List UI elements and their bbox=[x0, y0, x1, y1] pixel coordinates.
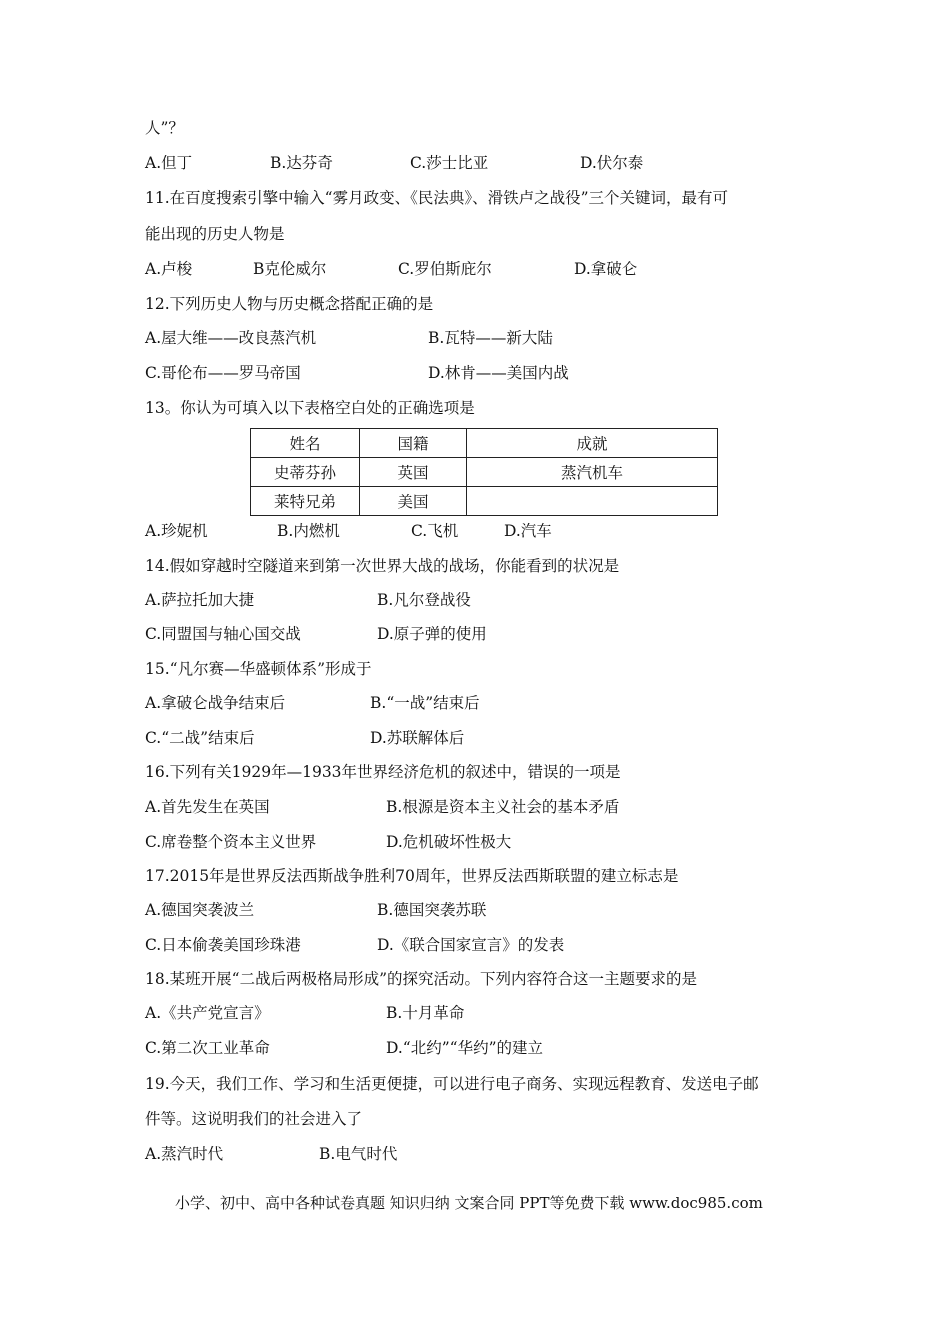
q13-option-b: B.内燃机 bbox=[277, 522, 340, 540]
q10-option-b: B.达芬奇 bbox=[270, 154, 333, 172]
table-cell: 英国 bbox=[360, 458, 467, 487]
table-header-row bbox=[251, 429, 718, 458]
q18-option-c: C.第二次工业革命 bbox=[145, 1039, 270, 1057]
table-row bbox=[251, 458, 718, 487]
q13-option-d: D.汽车 bbox=[504, 522, 552, 540]
table-cell: 蒸汽机车 bbox=[467, 458, 718, 487]
q18-stem: 18.某班开展“二战后两极格局形成”的探究活动。下列内容符合这一主题要求的是 bbox=[145, 970, 698, 988]
q12-stem: 12.下列历史人物与历史概念搭配正确的是 bbox=[145, 295, 434, 313]
q17-option-b: B.德国突袭苏联 bbox=[377, 901, 487, 919]
q19-option-b: B.电气时代 bbox=[319, 1145, 398, 1163]
table-header-name: 姓名 bbox=[251, 429, 360, 458]
q13-stem: 13。你认为可填入以下表格空白处的正确选项是 bbox=[145, 399, 475, 417]
q16-stem: 16.下列有关1929年—1933年世界经济危机的叙述中，错误的一项是 bbox=[145, 763, 621, 781]
q12-option-c: C.哥伦布——罗马帝国 bbox=[145, 364, 301, 382]
q15-stem: 15.“凡尔赛—华盛顿体系”形成于 bbox=[145, 660, 372, 678]
table-cell: 莱特兄弟 bbox=[251, 487, 360, 516]
q17-option-d: D.《联合国家宣言》的发表 bbox=[377, 936, 565, 954]
q15-option-d: D.苏联解体后 bbox=[370, 729, 465, 747]
q12-option-d: D.林肯——美国内战 bbox=[428, 364, 569, 382]
q12-option-a: A.屋大维——改良蒸汽机 bbox=[145, 329, 317, 347]
q14-stem: 14.假如穿越时空隧道来到第一次世界大战的战场，你能看到的状况是 bbox=[145, 557, 620, 575]
q13-option-a: A.珍妮机 bbox=[145, 522, 208, 540]
q16-option-b: B.根源是资本主义社会的基本矛盾 bbox=[386, 798, 620, 816]
q16-option-d: D.危机破坏性极大 bbox=[386, 833, 512, 851]
q11-option-b: B克伦威尔 bbox=[253, 260, 327, 278]
q10-option-d: D.伏尔泰 bbox=[580, 154, 644, 172]
table-header-nationality: 国籍 bbox=[360, 429, 467, 458]
q14-option-a: A.萨拉托加大捷 bbox=[145, 591, 255, 609]
q11-stem-line1: 11.在百度搜索引擎中输入“雾月政变、《民法典》、滑铁卢之战役”三个关键词，最有可 bbox=[145, 189, 729, 207]
q18-option-d: D.“北约”“华约”的建立 bbox=[386, 1039, 543, 1057]
q13-table bbox=[250, 428, 718, 516]
q17-option-c: C.日本偷袭美国珍珠港 bbox=[145, 936, 301, 954]
q10-option-c: C.莎士比亚 bbox=[410, 154, 489, 172]
q17-option-a: A.德国突袭波兰 bbox=[145, 901, 255, 919]
q18-option-a: A.《共产党宣言》 bbox=[145, 1004, 270, 1022]
q11-option-c: C.罗伯斯庇尔 bbox=[398, 260, 492, 278]
q19-option-a: A.蒸汽时代 bbox=[145, 1145, 224, 1163]
q10-option-a: A.但丁 bbox=[145, 154, 193, 172]
q17-stem: 17.2015年是世界反法西斯战争胜利70周年，世界反法西斯联盟的建立标志是 bbox=[145, 867, 679, 885]
table-cell-blank bbox=[467, 487, 718, 516]
q14-option-d: D.原子弹的使用 bbox=[377, 625, 487, 643]
q16-option-c: C.席卷整个资本主义世界 bbox=[145, 833, 317, 851]
table-row bbox=[251, 487, 718, 516]
q16-option-a: A.首先发生在英国 bbox=[145, 798, 270, 816]
q12-option-b: B.瓦特——新大陆 bbox=[428, 329, 553, 347]
q11-stem-line2: 能出现的历史人物是 bbox=[145, 225, 285, 243]
q14-option-b: B.凡尔登战役 bbox=[377, 591, 471, 609]
q15-option-a: A.拿破仑战争结束后 bbox=[145, 694, 286, 712]
table-cell: 史蒂芬孙 bbox=[251, 458, 360, 487]
q14-option-c: C.同盟国与轴心国交战 bbox=[145, 625, 301, 643]
q11-option-d: D.拿破仑 bbox=[574, 260, 638, 278]
table-cell: 美国 bbox=[360, 487, 467, 516]
page-footer: 小学、初中、高中各种试卷真题 知识归纳 文案合同 PPT等免费下载 www.doc985.com bbox=[175, 1194, 763, 1212]
q15-option-b: B.“一战”结束后 bbox=[370, 694, 480, 712]
q19-stem-line2: 件等。这说明我们的社会进入了 bbox=[145, 1110, 363, 1128]
table-header-achievement: 成就 bbox=[467, 429, 718, 458]
q10-stem-tail: 人”？ bbox=[145, 119, 184, 137]
q11-option-a: A.卢梭 bbox=[145, 260, 193, 278]
q18-option-b: B.十月革命 bbox=[386, 1004, 465, 1022]
q13-option-c: C.飞机 bbox=[411, 522, 459, 540]
q19-stem-line1: 19.今天，我们工作、学习和生活更便捷，可以进行电子商务、实现远程教育、发送电子邮 bbox=[145, 1075, 759, 1093]
q15-option-c: C.“二战”结束后 bbox=[145, 729, 255, 747]
